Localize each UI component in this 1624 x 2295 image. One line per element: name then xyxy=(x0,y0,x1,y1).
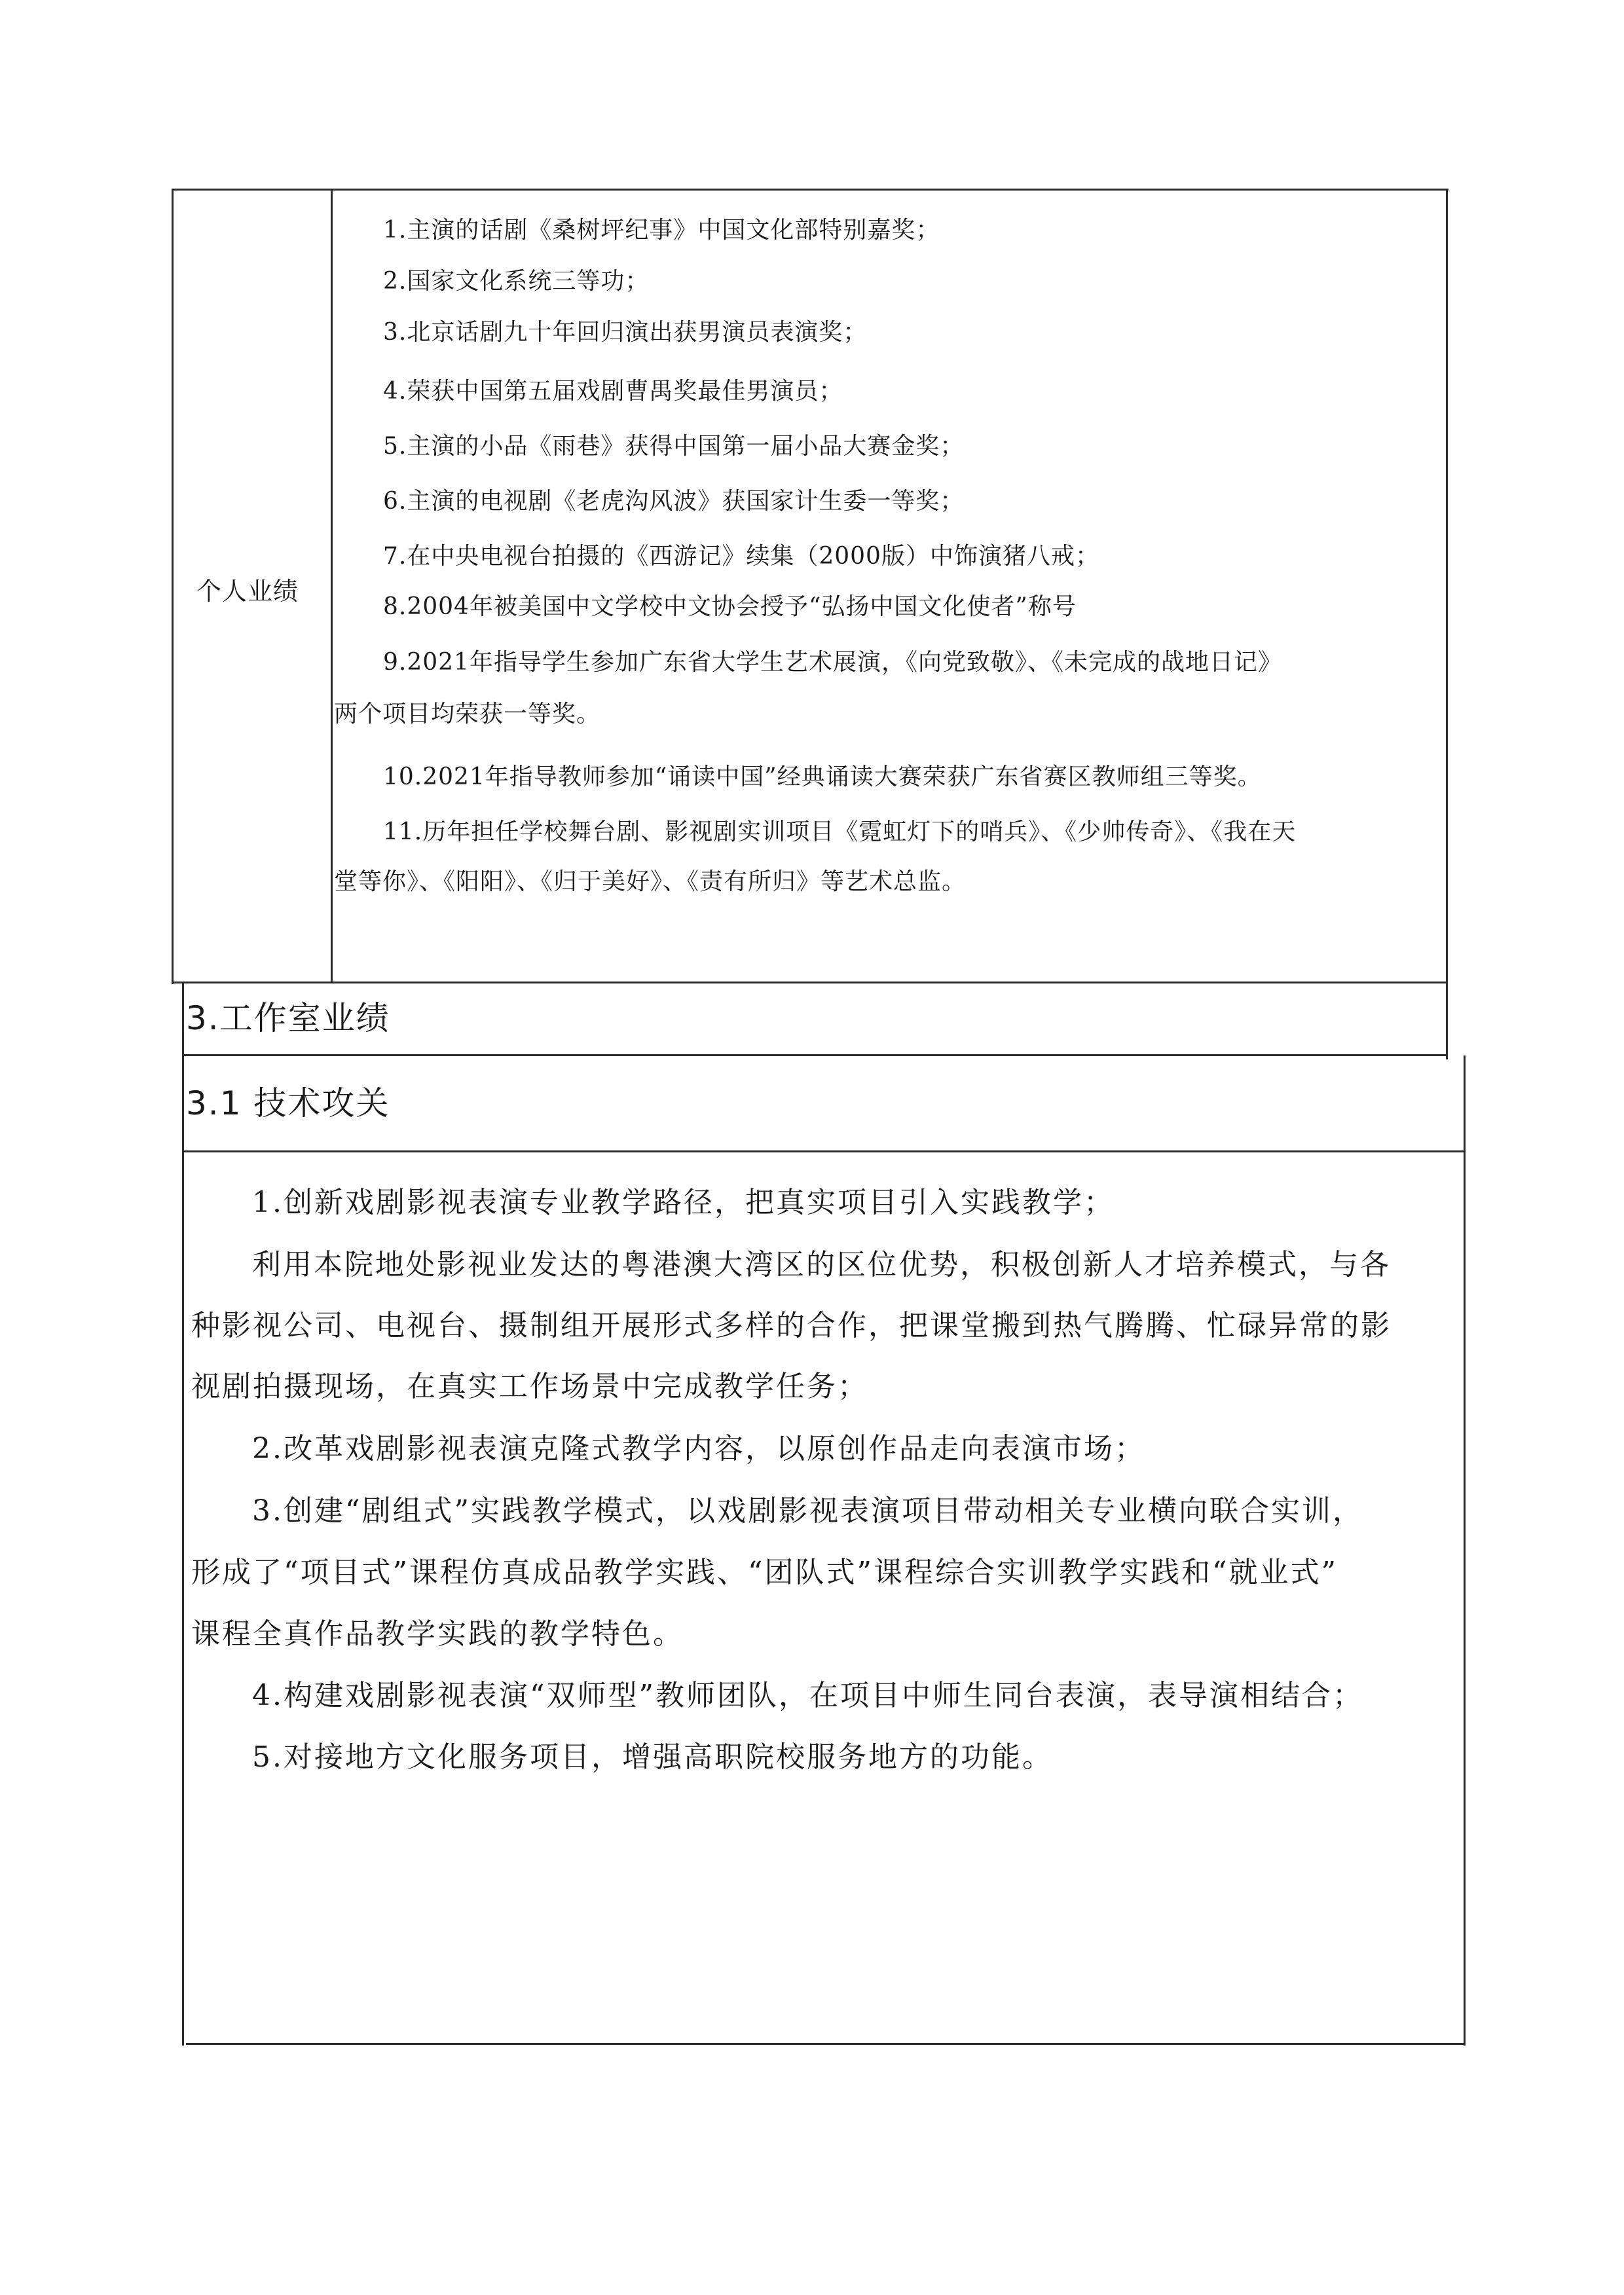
personal-achievement-line: 5.主演的小品《雨巷》获得中国第一届小品大赛金奖； xyxy=(383,433,965,460)
personal-achievement-line: 3.北京话剧九十年回归演出获男演员表演奖； xyxy=(383,319,868,346)
personal-achievement-line: 4.荣获中国第五届戏剧曹禺奖最佳男演员； xyxy=(383,378,843,405)
section31-paragraph-line: 4.构建戏剧影视表演“双师型”教师团队，在项目中师生同台表演，表导演相结合； xyxy=(252,1679,1363,1712)
section31-paragraph-line: 利用本院地处影视业发达的粤港澳大湾区的区位优势，积极创新人才培养模式，与各 xyxy=(252,1248,1391,1281)
personal-achievement-line: 两个项目均荣获一等奖。 xyxy=(334,701,601,727)
section3-left-border xyxy=(182,982,184,2046)
row-divider-section3-top xyxy=(173,982,1447,983)
personal-achievement-line: 8.2004年被美国中文学校中文协会授予“弘扬中国文化使者”称号 xyxy=(383,593,1077,620)
section31-header-bottom xyxy=(182,1150,1466,1152)
section31-paragraph-line: 3.创建“剧组式”实践教学模式，以戏剧影视表演项目带动相关专业横向联合实训， xyxy=(252,1494,1363,1528)
table-bottom-border xyxy=(186,2043,1466,2045)
section31-paragraph-line: 种影视公司、电视台、摄制组开展形式多样的合作，把课堂搬到热气腾腾、忙碌异常的影 xyxy=(191,1309,1392,1342)
personal-achievement-line: 堂等你》、《阳阳》、《归于美好》、《责有所归》等艺术总监。 xyxy=(334,868,967,895)
column-divider xyxy=(331,189,333,982)
personal-achievement-line: 6.主演的电视剧《老虎沟风波》获国家计生委一等奖； xyxy=(383,488,965,515)
personal-achievement-line: 10.2021年指导教师参加“诵读中国”经典诵读大赛荣获广东省赛区教师组三等奖。 xyxy=(383,763,1262,790)
table-left-border xyxy=(172,189,174,984)
section31-right-border xyxy=(1464,1056,1466,2046)
table-right-border xyxy=(1446,189,1448,1059)
section31-paragraph-line: 2.改革戏剧影视表演克隆式教学内容，以原创作品走向表演市场； xyxy=(252,1432,1145,1465)
section31-paragraph-line: 5.对接地方文化服务项目，增强高职院校服务地方的功能。 xyxy=(252,1740,1053,1774)
personal-achievement-line: 2.国家文化系统三等功； xyxy=(383,268,650,295)
section31-paragraph-line: 视剧拍摄现场，在真实工作场景中完成教学任务； xyxy=(191,1370,868,1403)
table-top-border xyxy=(172,189,1449,191)
personal-achievement-line: 11.历年担任学校舞台剧、影视剧实训项目《霓虹灯下的哨兵》、《少帅传奇》、《我在天 xyxy=(383,818,1297,845)
section31-heading: 3.1 技术攻关 xyxy=(186,1084,390,1122)
personal-achievement-line: 9.2021年指导学生参加广东省大学生艺术展演，《向党致敬》、《未完成的战地日记》 xyxy=(383,649,1282,676)
section31-paragraph-line: 课程全真作品教学实践的教学特色。 xyxy=(191,1617,684,1651)
personal-achievements-label: 个人业绩 xyxy=(196,577,299,606)
section31-paragraph-line: 形成了“项目式”课程仿真成品教学实践、“团队式”课程综合实训教学实践和“就业式” xyxy=(191,1556,1338,1589)
personal-achievement-line: 7.在中央电视台拍摄的《西游记》续集（2000版）中饰演猪八戒； xyxy=(383,543,1099,570)
personal-achievement-line: 1.主演的话剧《桑树坪纪事》中国文化部特别嘉奖； xyxy=(383,217,940,244)
section31-paragraph-line: 1.创新戏剧影视表演专业教学路径，把真实项目引入实践教学； xyxy=(252,1186,1115,1219)
section3-heading: 3.工作室业绩 xyxy=(186,999,390,1037)
row-divider-section31-top xyxy=(182,1054,1447,1056)
